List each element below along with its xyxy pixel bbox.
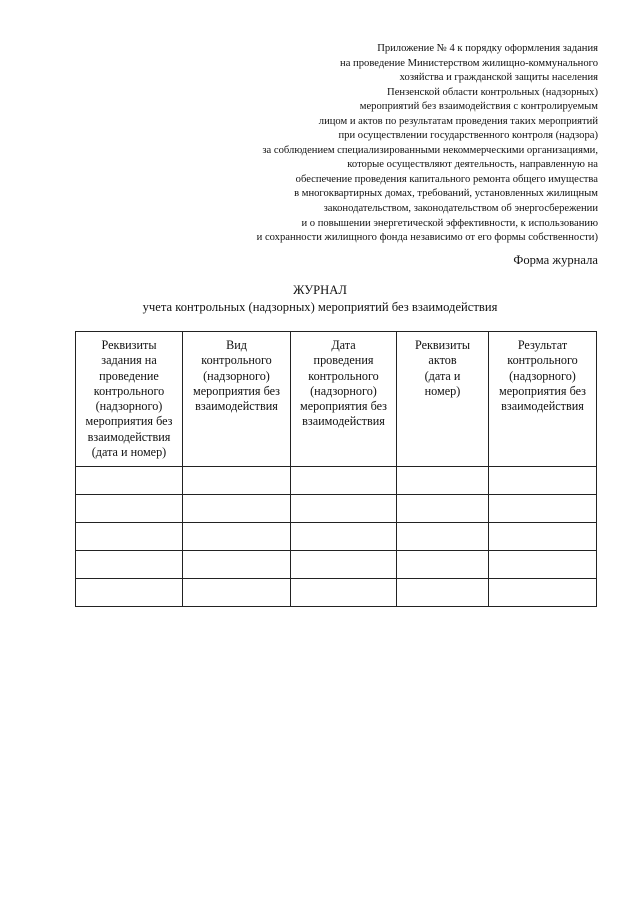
journal-subtitle: учета контрольных (надзорных) мероприятий без взаимодействия: [142, 300, 498, 314]
column-header-line: Результат: [517, 338, 568, 352]
table-row: [76, 495, 597, 523]
table-cell: [183, 551, 291, 579]
column-header-line: (дата и: [424, 368, 461, 383]
table-cell: [489, 579, 597, 607]
appendix-line: Приложение № 4 к порядку оформления задания: [377, 43, 598, 54]
column-header: [489, 332, 597, 467]
column-header-line: контрольного: [308, 368, 379, 383]
appendix-line: в многоквартирных домах, требований, установленных жилищным: [294, 188, 598, 200]
column-header-line: проведение: [99, 368, 159, 383]
table-cell: [397, 495, 489, 523]
column-header-line: (надзорного): [310, 383, 377, 398]
table-cell: [291, 551, 397, 579]
column-header-line: взаимодействия: [501, 399, 584, 414]
column-header: [397, 332, 489, 467]
column-header-line: актов: [428, 353, 457, 368]
column-header-line: контрольного: [201, 353, 272, 368]
table-cell: [397, 579, 489, 607]
table-header-row: [76, 332, 597, 467]
table-cell: [291, 495, 397, 523]
column-header: [291, 332, 397, 467]
table-cell: [183, 579, 291, 607]
column-header-line: (надзорного): [203, 368, 270, 383]
table-cell: [183, 523, 291, 551]
table-cell: [489, 523, 597, 551]
table-cell: [291, 467, 397, 495]
column-header-line: мероприятия без: [300, 399, 387, 414]
column-header-line: Дата: [331, 338, 356, 352]
table-cell: [76, 523, 183, 551]
table-cell: [76, 579, 183, 607]
column-header-line: взаимодействия: [87, 429, 171, 444]
table-cell: [76, 467, 183, 495]
column-header-line: (надзорного): [95, 399, 163, 414]
column-header-line: (дата и номер): [91, 445, 167, 460]
appendix-line: и сохранности жилищного фонда независимо от его формы собственности): [256, 232, 598, 244]
column-header-line: (надзорного): [509, 368, 576, 383]
table-row: [76, 551, 597, 579]
column-header-line: Реквизиты: [414, 338, 471, 352]
column-header-line: контрольного: [93, 383, 165, 398]
table-row: [76, 467, 597, 495]
table-cell: [397, 467, 489, 495]
table-cell: [489, 551, 597, 579]
appendix-header: [178, 42, 598, 246]
column-header-line: мероприятия без: [85, 414, 173, 429]
appendix-line: обеспечение проведения капитального ремонта общего имущества: [295, 173, 598, 185]
appendix-line: законодательством, законодательством об энергосбережении: [323, 203, 598, 215]
column-header: [76, 332, 183, 467]
table-cell: [489, 495, 597, 523]
appendix-line: и о повышении энергетической эффективности, к использованию: [301, 217, 598, 229]
table-cell: [397, 551, 489, 579]
column-header-line: проведения: [313, 353, 374, 368]
column-header-line: Реквизиты: [101, 338, 157, 352]
table-cell: [183, 467, 291, 495]
column-header-line: мероприятия без: [193, 383, 280, 398]
column-header-line: номер): [424, 383, 461, 398]
form-label: Форма журнала: [513, 253, 598, 267]
appendix-line: лицом и актов по результатам проведения таких мероприятий: [318, 115, 598, 127]
table-row: [76, 579, 597, 607]
appendix-line: за соблюдением специализированными некоммерческими организациями,: [262, 144, 598, 156]
table-row: [76, 523, 597, 551]
column-header-line: задания на: [101, 353, 157, 368]
column-header-line: Вид: [226, 338, 247, 352]
table-cell: [76, 495, 183, 523]
column-header-line: взаимодействия: [302, 414, 385, 429]
journal-table: [75, 331, 597, 607]
column-header-line: контрольного: [507, 353, 578, 368]
appendix-line: которые осуществляют деятельность, направленную на: [347, 159, 598, 171]
table-body: [76, 467, 597, 607]
table-cell: [76, 551, 183, 579]
table-cell: [291, 579, 397, 607]
column-header-line: взаимодействия: [195, 399, 278, 414]
table-cell: [183, 495, 291, 523]
appendix-line: при осуществлении государственного контроля (надзора): [338, 130, 598, 142]
table-cell: [291, 523, 397, 551]
column-header: [183, 332, 291, 467]
journal-title-block: [0, 282, 640, 316]
journal-title: ЖУРНАЛ: [293, 283, 347, 297]
appendix-line: мероприятий без взаимодействия с контролируемым: [359, 101, 598, 113]
table-cell: [489, 467, 597, 495]
column-header-line: мероприятия без: [499, 383, 586, 398]
appendix-line: Пензенской области контрольных (надзорных): [387, 86, 598, 98]
appendix-line: на проведение Министерством жилищно-коммунального: [340, 57, 598, 69]
appendix-line: хозяйства и гражданской защиты населения: [399, 72, 598, 84]
table-cell: [397, 523, 489, 551]
